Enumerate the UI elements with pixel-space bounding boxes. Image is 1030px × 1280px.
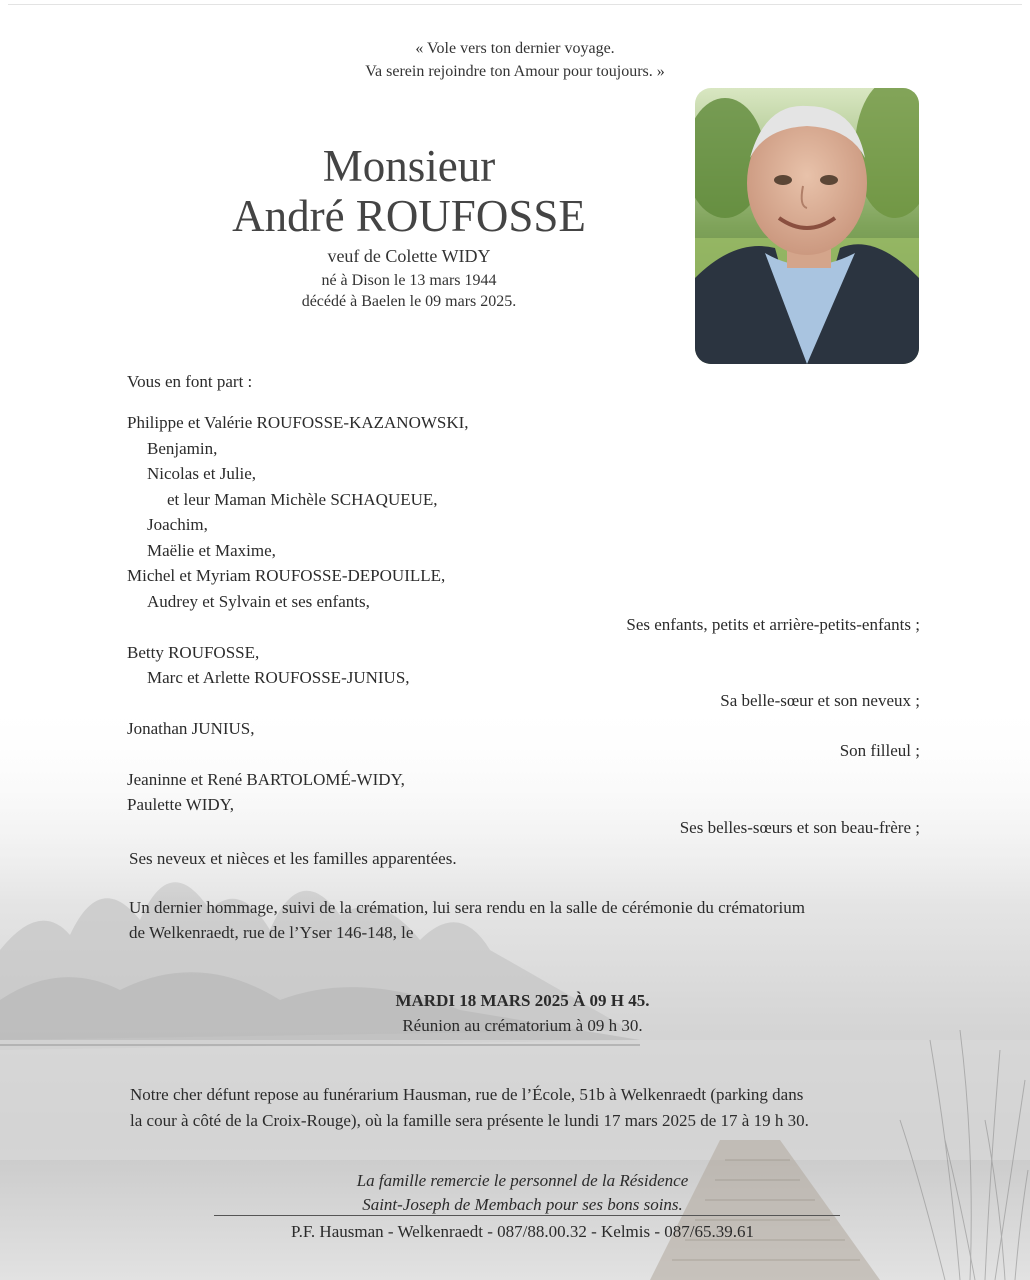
portrait-photo [695,88,919,364]
thanks-line-2: Saint-Joseph de Membach pour ses bons soins. [362,1195,683,1214]
funeral-home-footer: P.F. Hausman - Welkenraedt - 087/88.00.32 - Kelmis - 087/65.39.61 [291,1222,754,1241]
quote-line-2: Va serein rejoindre ton Amour pour toujours. » [365,63,665,80]
footer-divider [214,1215,840,1216]
family-line-3: Nicolas et Julie, [147,464,257,483]
family-line-9: Betty ROUFOSSE, [127,643,260,662]
family-role-children: Ses enfants, petits et arrière-petits-enfants ; [626,615,920,634]
spouse-line: veuf de Colette WIDY [327,246,491,266]
honorific-title: Monsieur [322,141,496,191]
funerarium-line-2: la cour à côté de la Croix-Rouge), où la famille sera présente le lundi 17 mars 2025 de 17 à 19 h 30. [130,1111,809,1130]
family-line-nephews: Ses neveux et nièces et les familles apparentées. [129,849,457,868]
family-line-13: Paulette WIDY, [127,795,235,814]
deceased-name: André ROUFOSSE [232,191,586,241]
death-line: décédé à Baelen le 09 mars 2025. [301,293,517,310]
intro-text: Vous en font part : [127,372,253,391]
family-line-7: Michel et Myriam ROUFOSSE-DEPOUILLE, [127,566,446,585]
ceremony-line-2: de Welkenraedt, rue de l’Yser 146-148, le [129,923,414,942]
ceremony-meeting: Réunion au crématorium à 09 h 30. [402,1016,643,1035]
family-role-sister-in-law: Sa belle-sœur et son neveux ; [720,691,920,710]
family-role-godson: Son filleul ; [839,741,920,760]
family-line-4: et leur Maman Michèle SCHAQUEUE, [167,490,438,509]
funerarium-line-1: Notre cher défunt repose au funérarium Hausman, rue de l’École, 51b à Welkenraedt (parking dans [130,1085,804,1104]
ceremony-line-1: Un dernier hommage, suivi de la crémation, lui sera rendu en la salle de cérémonie du crématorium [129,898,805,917]
quote-line-1: « Vole vers ton dernier voyage. [415,40,615,57]
family-line-2: Benjamin, [147,439,218,458]
family-role-in-laws: Ses belles-sœurs et son beau-frère ; [679,818,920,837]
family-line-1: Philippe et Valérie ROUFOSSE-KAZANOWSKI, [127,413,469,432]
birth-line: né à Dison le 13 mars 1944 [321,272,497,289]
ceremony-date: MARDI 18 MARS 2025 À 09 H 45. [395,991,650,1010]
family-line-12: Jeaninne et René BARTOLOMÉ-WIDY, [127,770,405,789]
family-line-11: Jonathan JUNIUS, [127,719,255,738]
family-line-6: Maëlie et Maxime, [147,541,276,560]
thanks-line-1: La famille remercie le personnel de la Résidence [356,1171,689,1190]
family-line-10: Marc et Arlette ROUFOSSE-JUNIUS, [147,668,410,687]
portrait-icon [695,88,919,364]
family-line-5: Joachim, [147,515,208,534]
family-line-8: Audrey et Sylvain et ses enfants, [147,592,370,611]
top-border [8,4,1022,5]
